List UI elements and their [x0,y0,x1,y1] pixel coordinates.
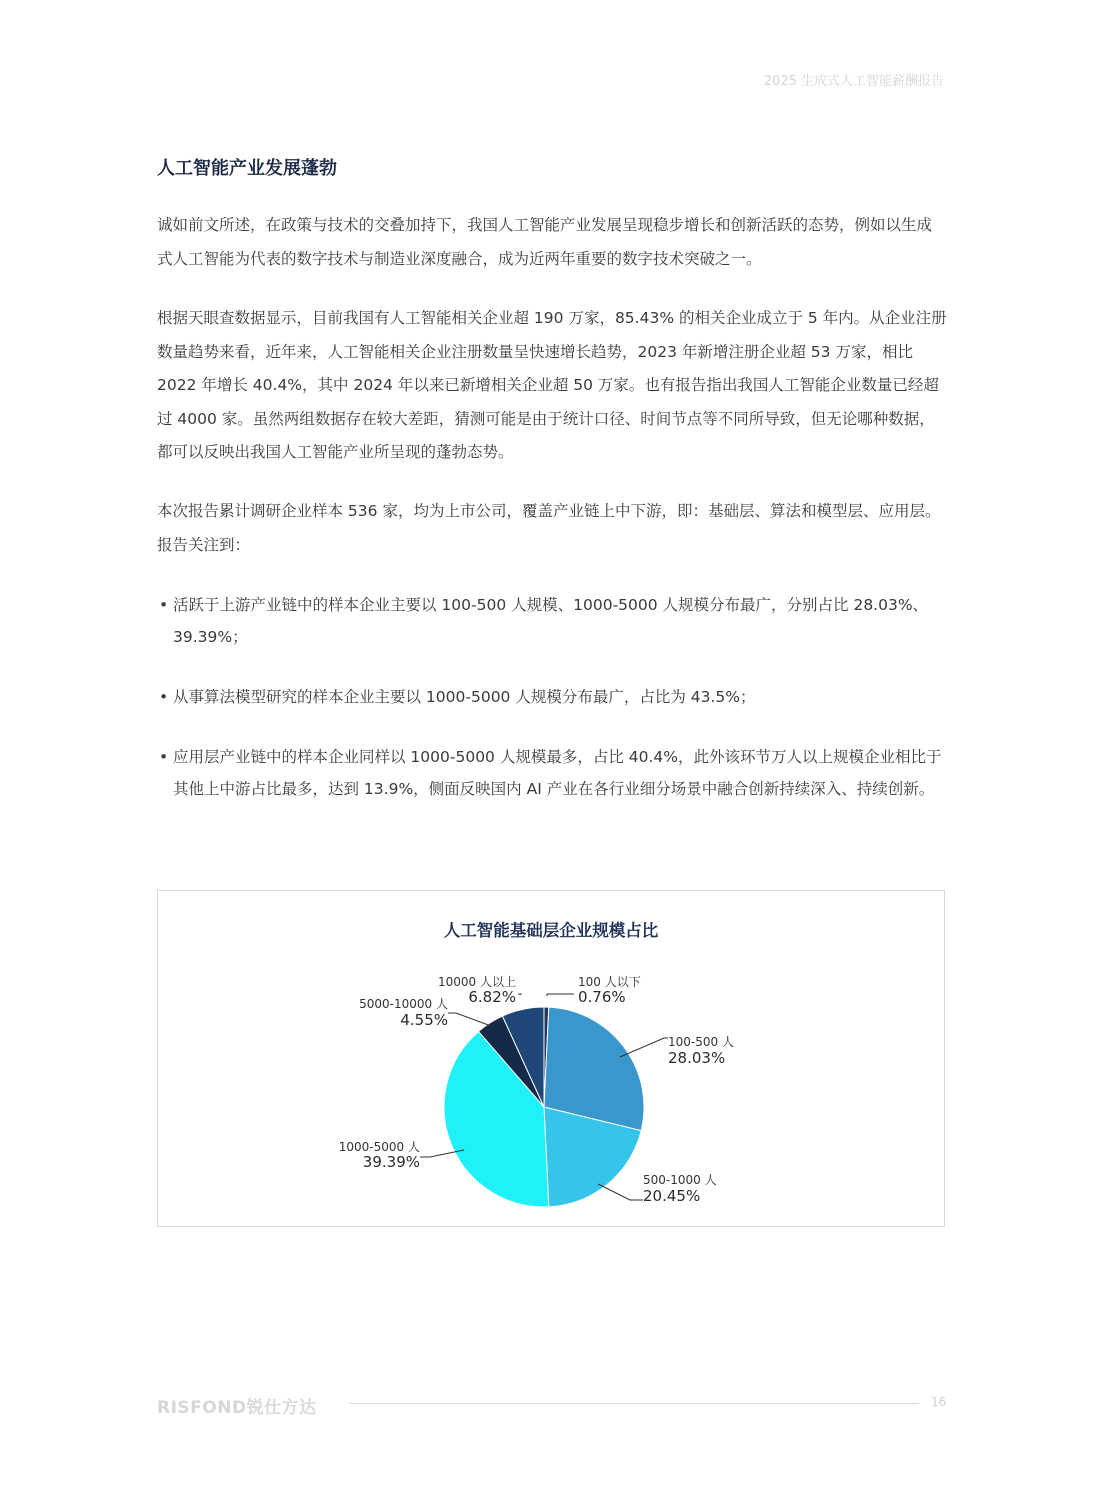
bullet-marker: • [159,688,169,706]
footer-divider [349,1403,919,1404]
paragraph-intro: 诚如前文所述，在政策与技术的交叠加持下，我国人工智能产业发展呈现稳步增长和创新活跃的态势，例如以生成式人工智能为代表的数字技术与制造业深度融合，成为近两年重要的数字技术突破之一。 [157,216,933,268]
slice-value-label: 39.39% [362,1153,420,1171]
slice-value-label: 0.76% [578,988,626,1006]
list-item [157,589,947,653]
bullet-marker: • [159,748,169,766]
slice-category-label: 10000 人以上 [438,975,516,989]
list-item-text: 应用层产业链中的样本企业同样以 1000-5000 人规模最多，占比 40.4%，此外该环节万人以上规模企业相比于其他上中游占比最多，达到 13.9%，侧面反映国内 AI 产业在各行业细分场景中融合创新持续深入、持续创新。 [173,748,942,798]
list-item-text: 活跃于上游产业链中的样本企业主要以 100-500 人规模、1000-5000 人规模分布最广，分别占比 28.03%、39.39%； [173,596,929,646]
pie-chart [158,891,944,1226]
slice-value-label: 28.03% [668,1049,726,1067]
paragraph-statistics: 根据天眼查数据显示，目前我国有人工智能相关企业超 190 万家，85.43% 的相关企业成立于 5 年内。从企业注册数量趋势来看，近年来，人工智能相关企业注册数量呈快速增长趋势，2023 年新增注册企业超 53 万家，相比 2022 年增长 40.4%，其中 2024 年以来已新增相关企业超 50 万家。也有报告指出我国人工智能企业数量已经超过 4000 家。虽然两组数据存在较大差距，猜测可能是由于统计口径、时间节点等不同所导致，但无论哪种数据，都可以反映出我国人工智能产业所呈现的蓬勃态势。 [157,309,947,461]
leader-line [518,994,521,995]
bullet-marker: • [159,596,169,614]
slice-category-label: 5000-10000 人 [359,997,448,1011]
running-header: 2025 生成式人工智能薪酬报告 [763,74,944,89]
slice-value-label: 6.82% [468,988,516,1006]
leader-line [547,994,574,996]
leader-line [448,1013,491,1026]
section-title: 人工智能产业发展蓬勃 [157,158,337,179]
list-item-text: 从事算法模型研究的样本企业主要以 1000-5000 人规模分布最广，占比为 43.5%； [173,688,756,706]
list-item [157,741,947,805]
pie-chart-panel [157,890,945,1227]
paragraph-sample: 本次报告累计调研企业样本 536 家，均为上市公司，覆盖产业链上中下游，即：基础层、算法和模型层、应用层。报告关注到： [157,502,941,554]
slice-category-label: 500-1000 人 [643,1173,717,1187]
chart-title: 人工智能基础层企业规模占比 [443,921,659,940]
leader-line [620,1038,668,1057]
slice-category-label: 1000-5000 人 [338,1140,420,1154]
slice-category-label: 100 人以下 [578,975,641,989]
list-item [157,681,947,713]
slice-value-label: 4.55% [400,1011,448,1029]
slice-value-label: 20.45% [643,1187,701,1205]
page-number: 16 [931,1395,947,1409]
slice-category-label: 100-500 人 [668,1035,734,1049]
footer-logo: RISFOND锐仕方达 [157,1398,317,1418]
